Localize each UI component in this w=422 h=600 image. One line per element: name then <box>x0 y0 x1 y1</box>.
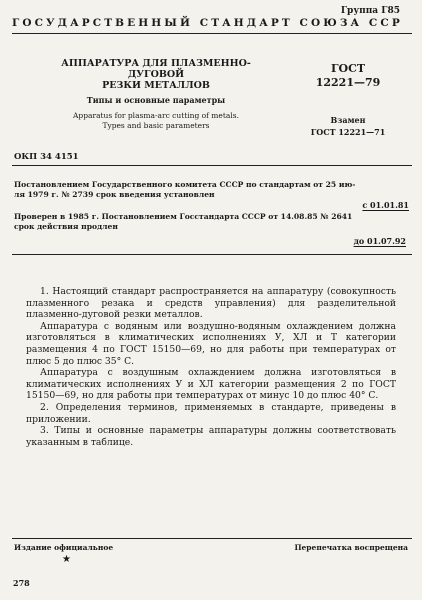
body-paragraph: 2. Определения терминов, применяемых в стандарте, приведены в приложении. <box>26 401 396 425</box>
gost-number: 12221—79 <box>315 76 381 89</box>
document-title <box>40 58 272 91</box>
extended-date: до 01.07.92 <box>353 236 406 246</box>
gost-designation <box>296 62 400 90</box>
okp-rule <box>12 165 412 166</box>
body-paragraph: 1. Настоящий стандарт распространяется на аппаратуру (совокупность плазменного резака и средств управления) для разделительной плазменно-дуговой резки металлов. <box>26 286 396 321</box>
checked-text <box>14 212 412 232</box>
english-title-line: Types and basic parameters <box>102 121 210 130</box>
banner-rule <box>12 33 412 34</box>
decree-line: Постановлением Государственного комитета СССР по стандартам от 25 ию- <box>14 180 356 189</box>
replacement-number: ГОСТ 12221—71 <box>310 127 386 137</box>
document-subtitle: Типы и основные параметры <box>86 95 226 105</box>
star-icon: ★ <box>62 554 71 565</box>
title-line: РЕЗКИ МЕТАЛЛОВ <box>102 80 210 91</box>
body-paragraph: Аппаратура с воздушным охлаждением должна изготовляться в климатических исполнениях У и ХЛ категории размещения 2 по ГОСТ 15150—69, но для работы при температурах от минус 10 до плюс 40° С. <box>26 367 396 402</box>
english-title <box>40 111 272 131</box>
page-number: 278 <box>13 578 30 588</box>
decree-line: ля 1979 г. № 2739 срок введения установлен <box>14 190 215 199</box>
reprint-prohibited-label: Перепечатка воспрещена <box>294 543 408 552</box>
official-edition-label: Издание официальное <box>14 543 114 552</box>
okp-code: ОКП 34 4151 <box>14 152 79 162</box>
footer-rule <box>12 538 412 539</box>
group-label: Группа Г85 <box>340 6 400 16</box>
body-paragraph: Аппаратура с водяным или воздушно-водяным охлаждением должна изготовляться в климатических исполнениях У, ХЛ и Т категории размещения 4 по ГОСТ 15150—69, но для работы при температурах от плюс 5 до плюс 35° С. <box>26 320 396 367</box>
replacement-label: Взамен <box>330 115 366 125</box>
body-text <box>26 286 396 448</box>
english-title-line: Apparatus for plasma-arc cutting of metals. <box>73 111 239 120</box>
header-bottom-rule <box>12 254 412 255</box>
checked-line: Проверен в 1985 г. Постановлением Госстандарта СССР от 14.08.85 № 2641 <box>14 212 353 221</box>
decree-text <box>14 180 412 200</box>
checked-line: срок действия продлен <box>14 222 118 231</box>
standard-banner: ГОСУДАРСТВЕННЫЙ СТАНДАРТ СОЮЗА ССР <box>12 17 403 29</box>
title-line: АППАРАТУРА ДЛЯ ПЛАЗМЕННО-ДУГОВОЙ <box>61 58 251 80</box>
body-paragraph: 3. Типы и основные параметры аппаратуры должны соответствовать указанным в таблице. <box>26 425 396 448</box>
gost-label: ГОСТ <box>330 62 366 75</box>
replacement-note <box>296 114 400 138</box>
effective-date: с 01.01.81 <box>362 200 409 210</box>
